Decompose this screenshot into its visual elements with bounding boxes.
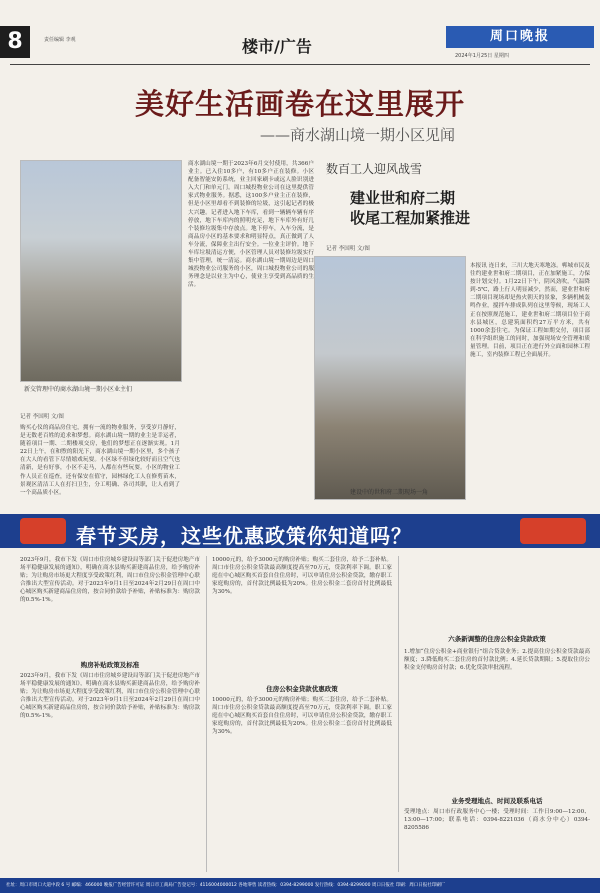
article1-body-mid: 商水湖山境一期于2023年6月交付使用，共366户业主。已入住10多户，有10多户正在装修。小区配备智能安防系统，业主回家刷卡或远人脸识别进入大门和单元门。周口城投物业公司在这里提供管家式物业服务。据悉，这100多户业主正在装修，但是小区里却看不到装修的垃圾，这引起记者的极大兴趣。记者进入地下车库，看到一辆辆车辆有序停放，地下车库内的照明充足，地下车库外有好几个装修垃圾集中存放点。地下停车，入车分流，是商品房小区的基本要求和明显特点，真正做到了人车分流，保障业主出行安全。一位业主评价。地下车库垃圾清运方便，小区管理人员对装修垃圾实行集中管理，统一清运。商水湖山境一期周边是周口城投物业公司服务的小区，周口城投物业公司的服务理念是以业主为中心，使业主享受到高品质的生活。	[188, 161, 314, 289]
masthead-logo: 周口晚报	[446, 26, 594, 48]
header-rule	[10, 64, 590, 65]
construction-photo	[314, 256, 466, 500]
residents-photo-caption: 新交管理中的商水湖山境一期小区业主们	[24, 386, 133, 393]
policy-col1-title: 购房补贴政策及标准	[80, 661, 140, 669]
construction-photo-caption: 建设中的世和府二期现场一角	[350, 489, 429, 496]
page-footer: 社址：周口市周口大道中段 6 号 邮编：466000 晚报广告经营许可证 周口市工商局广告登记号：4116004000012 各地零售 读者热线：0394-8299000 发行热线：0394-8299000 周口日报社 印刷：周口日报社印刷厂	[0, 878, 600, 893]
residents-photo	[20, 160, 182, 382]
policy-col3-body: 1.增加“住房公积金+商业银行”组合贷款业务；2.提高住房公积金贷款最高额度；3.降低购买二套住房的首付款比例；4.延长贷款期限；5.提取住房公积金支付购房首付款；6.优化贷款审批流程。	[404, 649, 590, 672]
policy-col3-contact-title: 业务受理地点、时间及联系电话	[451, 797, 543, 805]
policy-col3-contact: 受理地点：周口市行政服务中心一楼；受理时间：工作日9:00—12:00、13:00—17:00；联系电话：0394-8221036（商水分中心）0394-8205586	[404, 809, 590, 832]
article1-byline: 记者 李国明 文/图	[20, 414, 64, 420]
column-divider-1	[206, 556, 207, 872]
policy-col1-body: 2023年9月，我市下发《周口市住房城乡建设局等部门关于促进房地产市场平稳健康发展的通知》，明确在商水县购买新建商品住房，给予购房补贴；为让购房市场更大程度享受政策红利，周口市住房公积金管理中心联合推出大型宣传活动。对于2023年9月1日至2024年2月29日在周口中心城区购买新建商品住房的，按合同价款给予补贴，补贴标准为：购房款的0.5%-1%。	[20, 673, 200, 720]
article2-headline-line2: 收尾工程加紧推进	[350, 209, 471, 227]
article2-headline-line1: 建业世和府二期	[350, 189, 456, 207]
policy-col2-intro: 10000元的，给予3000元的购房补贴；购买二套住房，给予二套补贴。周口市住房公积金贷款最高额度提高至70万元，贷款利率下调。职工家庭在中心城区购买首套自住住房时，可以申请住房公积金贷款，缴存职工家庭购房的，首付款比例最低为20%。住房公积金二套房首付比例最低为30%。	[212, 557, 392, 596]
section-title: 楼市/广告	[242, 37, 312, 56]
banner-decoration-right	[520, 518, 586, 544]
promo-banner-title: 春节买房，这些优惠政策你知道吗？	[76, 524, 412, 548]
policy-col3-title: 六条新调整的住房公积金贷款政策	[448, 635, 546, 643]
article2-headline	[350, 188, 470, 228]
main-headline: 美好生活画卷在这里展开	[134, 87, 465, 121]
main-subheadline: ——商水湖山境一期小区见闻	[260, 126, 456, 144]
issue-date: 2024年1月25日 星期四	[455, 53, 509, 59]
editor-credit: 责任编辑 李观	[44, 37, 76, 43]
banner-decoration-left	[20, 518, 66, 544]
article2-body: 本报讯 连日来，三川大地天寒地冻。郸城市民及往约建业世和府二期项目，正在加紧施工，力保按计划交付。1月22日下午，阴风劲吹，气温降到-5℃，路上行人明显减少，然而，建业世和府二期项目现场却是热火朝天的景象，多辆机械轰鸣作业，搅拌车排成队列在这里等候，现场工人正在按照规范施工，建业世和府二期项目位于商水县城区，总建筑面积约27万平方米，共有1000余套住宅。为保证工程如期交付，项目部在科学组织施工的同时，加强现场安全管理和质量管理。目前，项目正在进行外立面和园林工程施工，室内装修工程已全面展开。	[470, 263, 590, 359]
article2-kicker: 数百工人迎风战雪	[326, 162, 423, 176]
page-number: 8	[0, 26, 30, 58]
policy-col2-body: 10000元的，给予3000元的购房补贴；购买二套住房，给予二套补贴。周口市住房公积金贷款最高额度提高至70万元，贷款利率下调。职工家庭在中心城区购买首套自住住房时，可以申请住房公积金贷款，缴存职工家庭购房的，首付款比例最低为20%。住房公积金二套房首付比例最低为30%。	[212, 697, 392, 736]
article1-body-left: 购买心仪的商品房住宅，拥有一流的物业服务，享受岁月静好，是无数老百姓的追求和梦想。商水湖山境一期的业主是幸运者，随着项目一期、二期楼项交房，他们的梦想正在逐渐实现。1月22日上午，在和煦的阳光下，商水湖山境一期小区里，多个孩子在大人的看管下尽情嬉戏玩耍。小区绿不但绿化较好而且空气也清新，是有好事，小区不走马，人都在有些玩耍。小区的物业工作人员正在巡查，还有保安在值守，园林绿化工人在修剪苗木，景观区清洁工人在打扫卫生，分工明确、各司其职，让人看到了一个高品质小区。	[20, 425, 180, 496]
policy-col2-title: 住房公积金贷款优惠政策	[266, 685, 338, 693]
column-divider-2	[398, 556, 399, 872]
policy-col1-intro: 2023年9月，我市下发《周口市住房城乡建设局等部门关于促进房地产市场平稳健康发展的通知》，明确在商水县购买新建商品住房，给予购房补贴；为让购房市场更大程度享受政策红利，周口市住房公积金管理中心联合推出大型宣传活动。对于2023年9月1日至2024年2月29日在周口中心城区购买新建商品住房的，按合同价款给予补贴，补贴标准为：购房款的0.5%-1%。	[20, 557, 200, 604]
article2-byline: 记者 李国明 文/图	[326, 246, 370, 252]
